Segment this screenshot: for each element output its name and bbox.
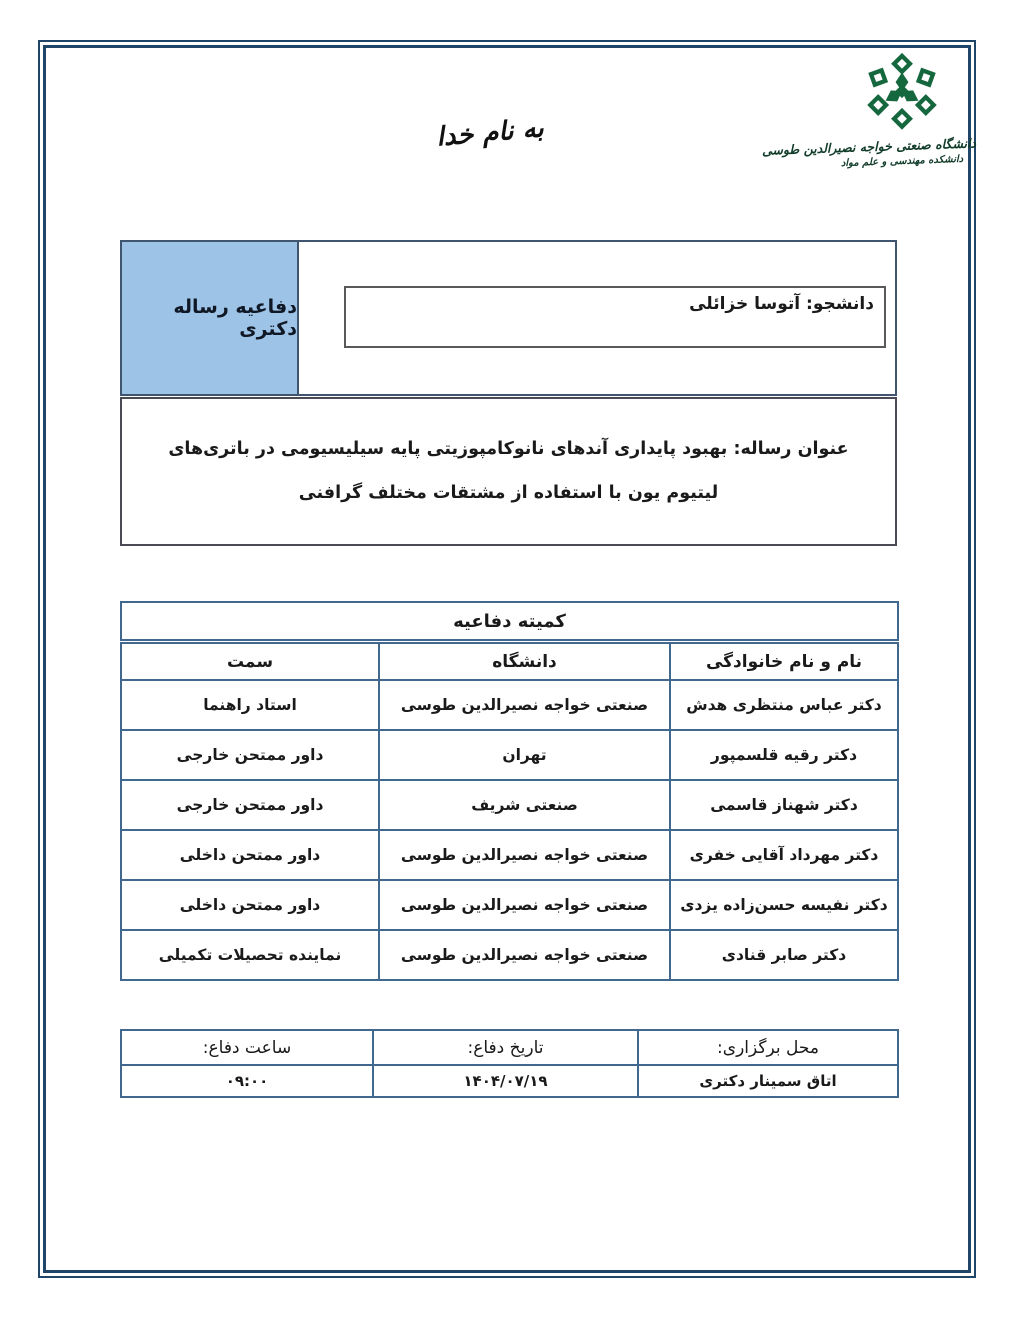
faculty-name: دانشکده مهندسی و علم مواد xyxy=(840,153,964,170)
member-role-cell: نماینده تحصیلات تکمیلی xyxy=(121,930,379,980)
session-header-row xyxy=(121,1030,898,1065)
committee-table-title: کمیته دفاعیه xyxy=(121,602,898,642)
committee-row xyxy=(121,880,898,930)
university-name: دانشگاه صنعتی خواجه نصیرالدین طوسی xyxy=(761,135,977,158)
committee-header-row xyxy=(121,642,898,681)
member-university-cell: صنعتی خواجه نصیرالدین طوسی xyxy=(379,680,670,730)
session-info-table xyxy=(120,1029,899,1098)
member-name-cell: دکتر مهرداد آقایی خفری xyxy=(670,830,898,880)
date-value: ۱۴۰۴/۰۷/۱۹ xyxy=(373,1065,638,1097)
member-university-cell: صنعتی خواجه نصیرالدین طوسی xyxy=(379,830,670,880)
bismillah-calligraphy: به نام خدا xyxy=(435,113,545,153)
committee-row xyxy=(121,930,898,980)
member-university-cell: صنعتی خواجه نصیرالدین طوسی xyxy=(379,880,670,930)
member-university-cell: صنعتی شریف xyxy=(379,780,670,830)
member-university-cell: صنعتی خواجه نصیرالدین طوسی xyxy=(379,930,670,980)
time-value: ۰۹:۰۰ xyxy=(121,1065,373,1097)
column-header-university: دانشگاه xyxy=(379,642,670,681)
member-role-cell: داور ممتحن خارجی xyxy=(121,730,379,780)
committee-title-row xyxy=(121,602,898,642)
member-role-cell: داور ممتحن خارجی xyxy=(121,780,379,830)
defense-header-band xyxy=(120,240,897,396)
member-name-cell: دکتر صابر قنادی xyxy=(670,930,898,980)
member-name-cell: دکتر شهناز قاسمی xyxy=(670,780,898,830)
member-role-cell: داور ممتحن داخلی xyxy=(121,830,379,880)
committee-row xyxy=(121,730,898,780)
member-name-cell: دکتر رقیه قلسمپور xyxy=(670,730,898,780)
member-university-cell: تهران xyxy=(379,730,670,780)
column-header-name: نام و نام خانوادگی xyxy=(670,642,898,681)
university-emblem-icon xyxy=(858,50,946,136)
committee-row xyxy=(121,830,898,880)
venue-label: محل برگزاری: xyxy=(638,1030,898,1065)
time-label: ساعت دفاع: xyxy=(121,1030,373,1065)
column-header-role: سمت xyxy=(121,642,379,681)
thesis-title: عنوان رساله: بهبود پایداری آندهای نانوکامپوزیتی پایه سیلیسیومی در باتری‌های لیتیوم یون با استفاده از مشتقات مختلف گرافنی xyxy=(168,438,849,503)
member-name-cell: دکتر نفیسه حسن‌زاده یزدی xyxy=(670,880,898,930)
university-logo xyxy=(761,50,977,170)
member-name-cell: دکتر عباس منتظری هدش xyxy=(670,680,898,730)
committee-row xyxy=(121,680,898,730)
member-role-cell: استاد راهنما xyxy=(121,680,379,730)
thesis-title-box xyxy=(120,397,897,546)
venue-value: اتاق سمینار دکتری xyxy=(638,1065,898,1097)
defense-type-label: دفاعیه رساله دکتری xyxy=(122,242,299,394)
session-data-row xyxy=(121,1065,898,1097)
student-name-box: دانشجو: آتوسا خزائلی xyxy=(344,286,886,348)
committee-table xyxy=(120,601,899,981)
date-label: تاریخ دفاع: xyxy=(373,1030,638,1065)
committee-row xyxy=(121,780,898,830)
member-role-cell: داور ممتحن داخلی xyxy=(121,880,379,930)
